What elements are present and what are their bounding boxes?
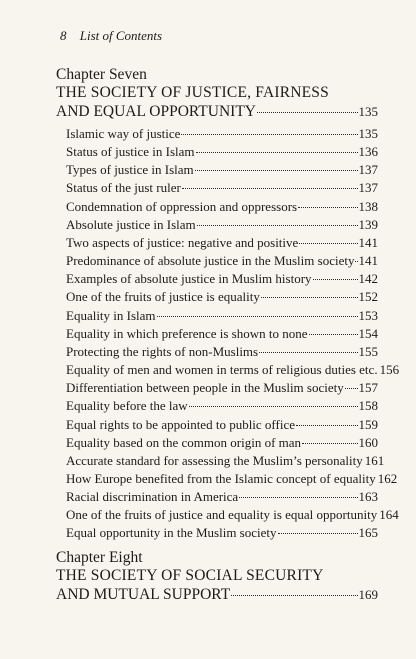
toc-entry-page: 152 [358,289,378,305]
toc-entry-title: Condemnation of oppression and oppressors [66,198,298,214]
toc-entry[interactable] [66,161,378,179]
dot-leader [189,406,358,407]
toc-entry-title: Predominance of absolute justice in the Muslim society [66,253,355,269]
toc-entry-title: Equality in Islam [66,307,156,323]
toc-entry[interactable] [66,434,378,452]
toc-entry-title: Equality based on the common origin of man [66,434,302,450]
toc-entry-page: 164 [379,507,399,523]
chapter-label: Chapter Seven [56,66,147,83]
running-header [60,28,162,44]
toc-entry[interactable] [66,307,378,325]
toc-entry[interactable] [66,361,400,379]
toc-entry-title: Status of the just ruler [66,180,181,196]
toc-entry-page: 141 [358,253,378,269]
toc-entry[interactable] [66,234,378,252]
chapter-title-line-1: THE SOCIETY OF SOCIAL SECURITY [56,566,324,584]
toc-entry-title: Equal rights to be appointed to public office [66,416,296,432]
toc-entry-title: Differentiation between people in the Muslim society [66,380,344,396]
toc-entry[interactable] [66,125,378,143]
dot-leader [195,170,358,171]
dot-leader [231,595,357,596]
toc-entry-page: 138 [358,198,378,214]
toc-entry-page: 165 [358,525,378,541]
toc-entry-title: Two aspects of justice: negative and positive [66,234,299,250]
chapter-title-line-2: AND EQUAL OPPORTUNITY [56,103,256,120]
toc-entry-page: 135 [358,126,378,141]
dot-leader [296,425,357,426]
toc-entry-title: Status of justice in Islam [66,144,195,160]
toc-entry[interactable] [66,343,378,361]
header-title: List of Contents [79,28,163,43]
toc-entry-page: 162 [377,470,398,486]
chapter-eight-section [56,549,378,604]
dot-leader [181,134,357,135]
toc-entry-title: Types of justice in Islam [66,162,194,178]
toc-entry-title: Equality before the law [66,398,188,414]
dot-leader [239,497,357,498]
dot-leader [299,243,357,244]
dot-leader [278,533,358,534]
dot-leader [182,188,358,189]
dot-leader [298,207,357,208]
toc-entry-title: Racial discrimination in America [66,489,239,505]
chapter-title-row[interactable] [56,585,378,604]
dot-leader [261,297,358,298]
toc-entry-page: 136 [358,144,378,160]
dot-leader [313,279,358,280]
toc-entry[interactable] [66,252,378,270]
toc-entry[interactable] [66,179,378,197]
chapter-page-number: 169 [358,586,378,602]
toc-entry-page: 160 [358,434,378,450]
chapter-page-number: 135 [358,104,378,119]
toc-entry[interactable] [66,416,378,434]
dot-leader [309,334,358,335]
toc-entry[interactable] [66,216,378,234]
toc-entry-page: 161 [364,452,385,468]
toc-entry-title: One of the fruits of justice and equality is equal opportunity [66,507,378,523]
toc-entry-page: 159 [358,416,378,432]
chapter-seven-section [56,66,400,543]
toc-entry-page: 153 [358,307,378,323]
toc-entry[interactable] [66,270,378,288]
toc-entry[interactable] [66,397,378,415]
toc-entry[interactable] [66,379,378,397]
toc-entry[interactable] [66,288,378,306]
toc-entry-page: 137 [358,162,378,178]
toc-entry-page: 141 [358,234,378,250]
toc-entry-page: 155 [358,343,378,359]
toc-entry-title: Equal opportunity in the Muslim society [66,525,277,541]
dot-leader [345,388,358,389]
toc-entry-page: 158 [358,398,378,414]
toc-entry[interactable] [66,524,378,542]
toc-entry-page: 163 [358,489,378,505]
chapter-title-line-1: THE SOCIETY OF JUSTICE, FAIRNESS [56,84,329,101]
toc-entry-list [66,125,400,543]
dot-leader [197,225,358,226]
toc-entry-title: Accurate standard for assessing the Muslim’s personality [66,452,363,468]
toc-entry[interactable] [66,325,378,343]
toc-entry-title: Examples of absolute justice in Muslim history [66,271,312,287]
toc-entry-page: 139 [358,216,378,232]
toc-entry-title: Protecting the rights of non-Muslims [66,343,259,359]
chapter-title-line-2: AND MUTUAL SUPPORT [56,585,231,603]
toc-entry-title: Equality in which preference is shown to none [66,325,308,341]
toc-entry-page: 156 [379,362,400,378]
dot-leader [302,443,357,444]
toc-entry-page: 137 [358,180,378,196]
dot-leader [257,112,358,113]
toc-entry-page: 154 [358,325,378,341]
toc-entry-title: Absolute justice in Islam [66,216,196,232]
toc-entry[interactable] [66,143,378,161]
dot-leader [157,316,358,317]
toc-entry-page: 157 [358,380,378,396]
toc-entry[interactable] [66,452,385,470]
toc-entry-page: 142 [358,271,378,287]
toc-entry-title: Islamic way of justice [66,126,181,141]
toc-entry-title: Equality of men and women in terms of religious duties etc. [66,362,378,378]
toc-entry-title: One of the fruits of justice is equality [66,289,260,305]
dot-leader [355,261,357,262]
chapter-title-row[interactable] [56,102,378,121]
header-page-number: 8 [60,28,67,43]
toc-page [56,66,400,604]
toc-entry[interactable] [66,470,398,488]
toc-entry[interactable] [66,198,378,216]
toc-entry[interactable] [66,506,399,524]
toc-entry[interactable] [66,488,378,506]
dot-leader [259,352,357,353]
toc-entry-title: How Europe benefited from the Islamic concept of equality [66,470,376,486]
dot-leader [196,152,358,153]
chapter-label: Chapter Eight [56,548,143,566]
